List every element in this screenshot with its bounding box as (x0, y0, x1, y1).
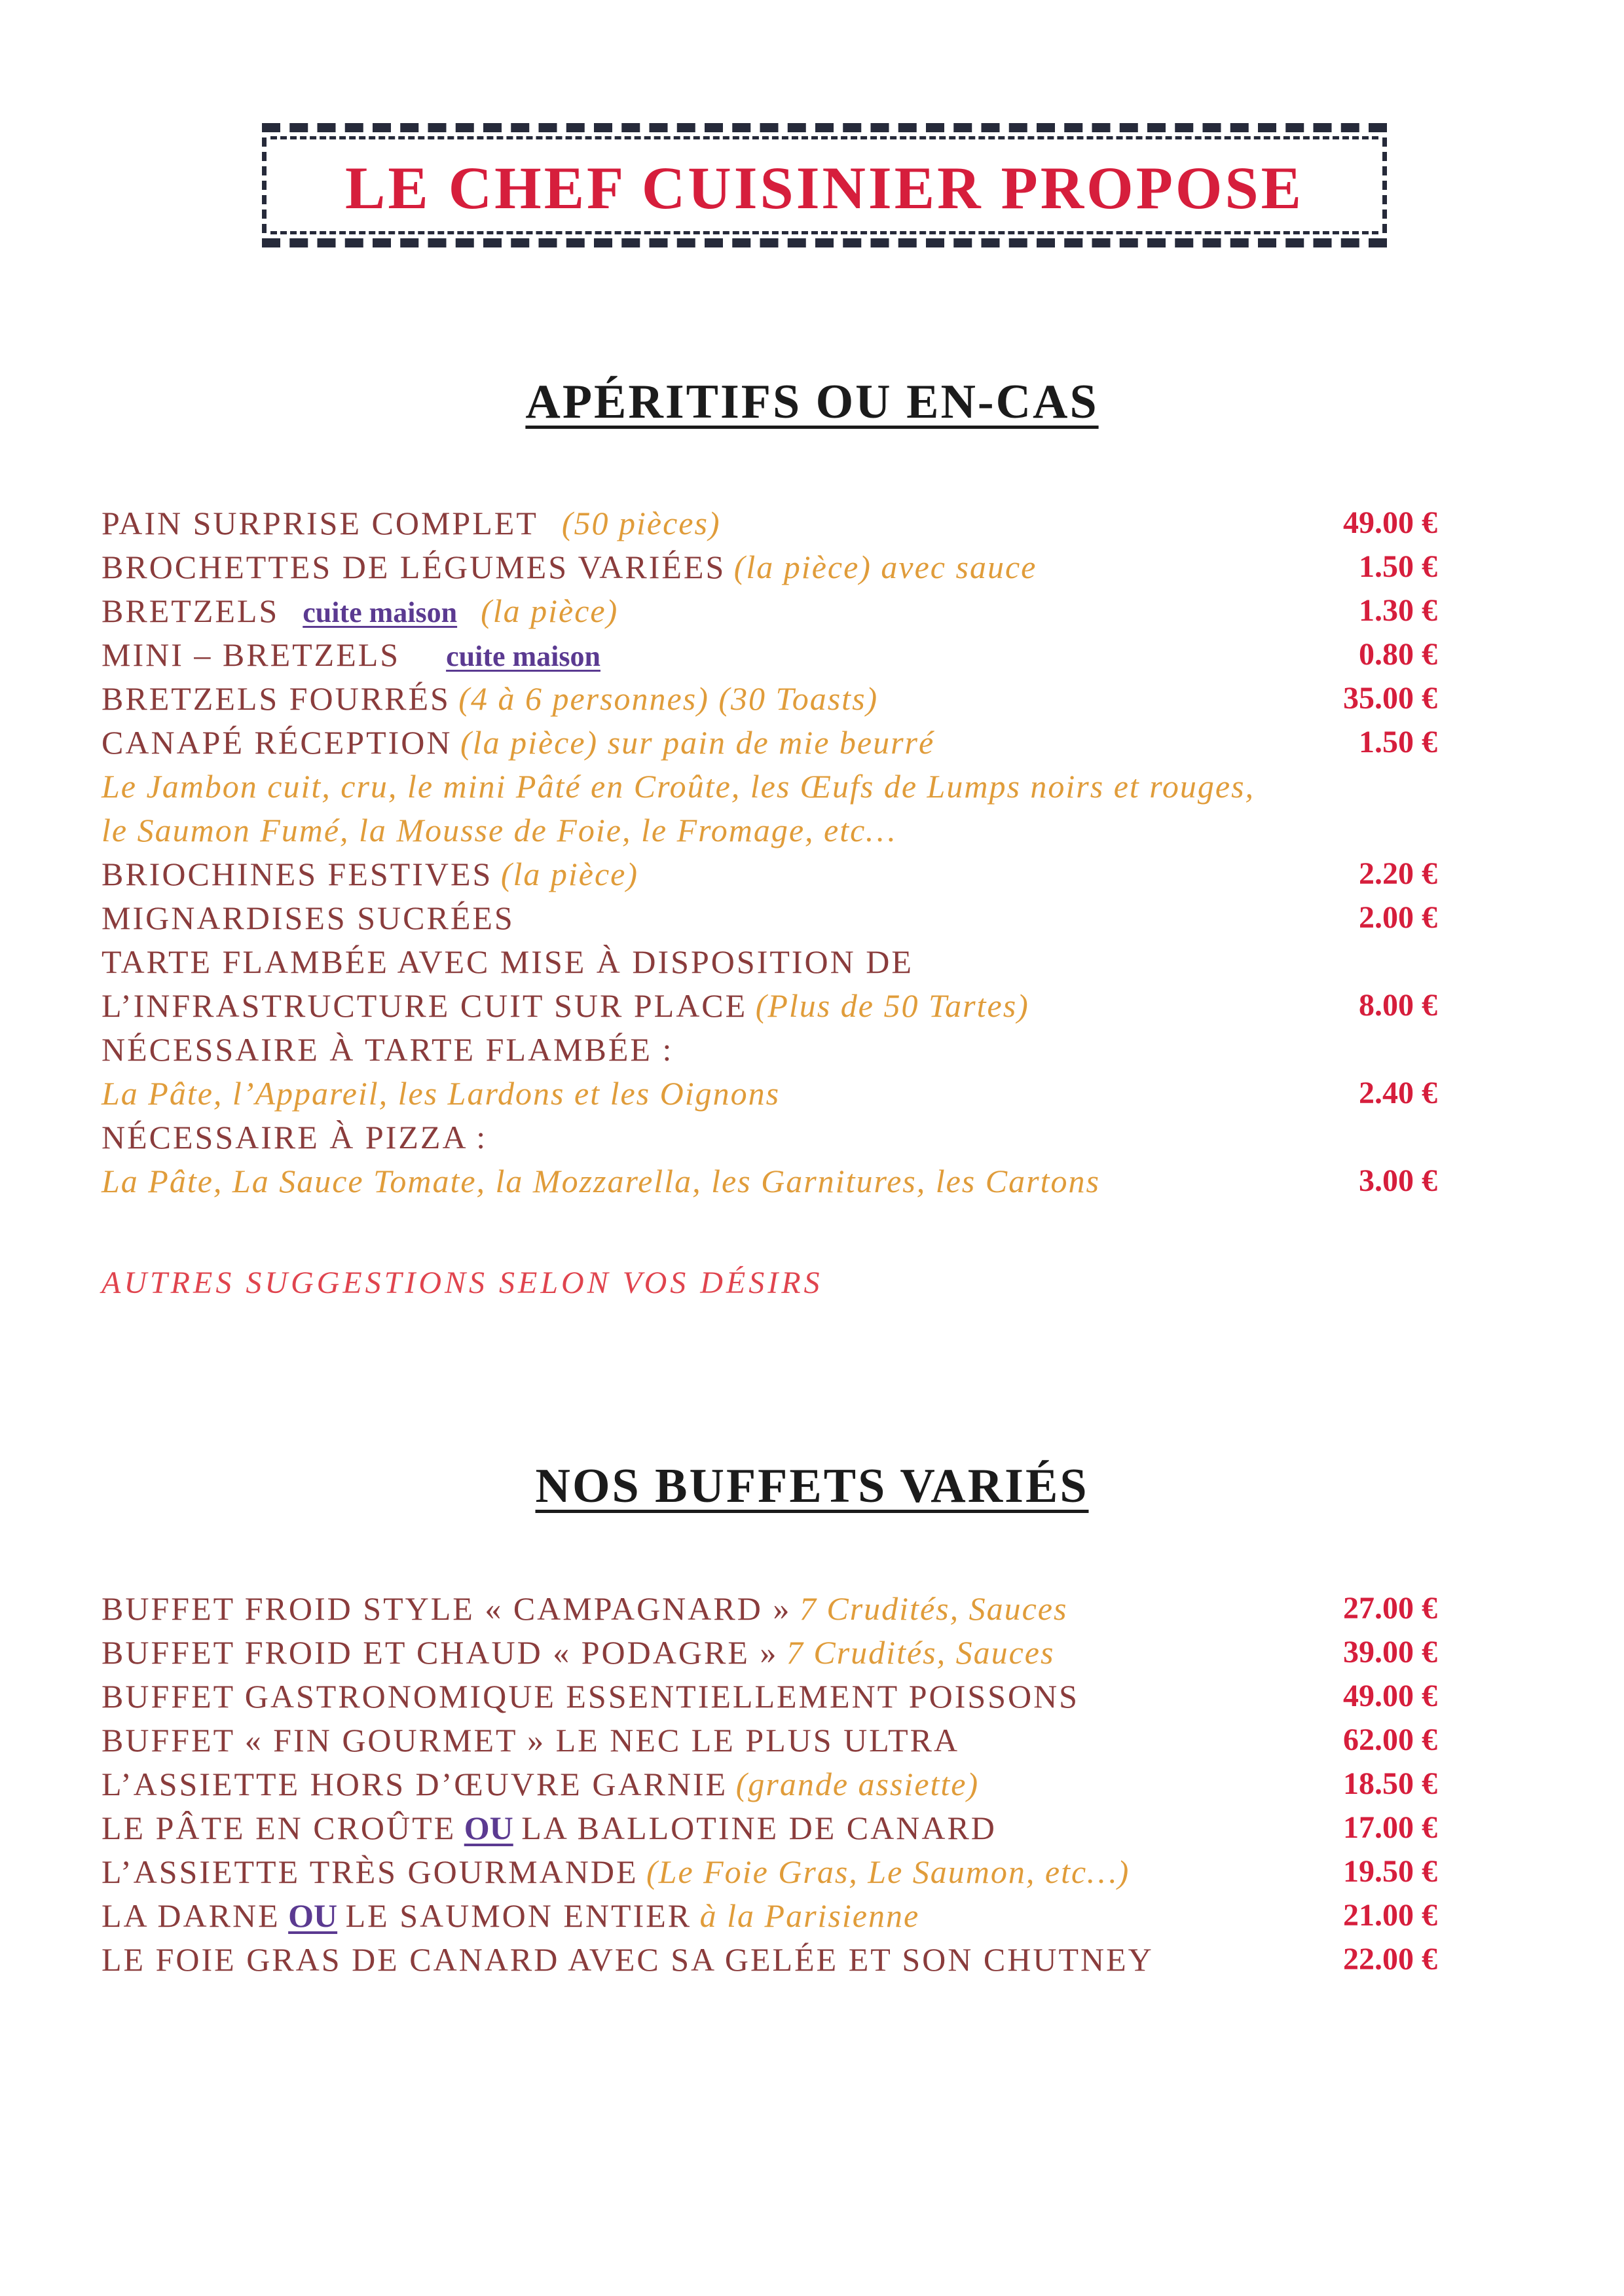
section-heading-aperitifs: APÉRITIFS OU EN-CAS (525, 375, 1099, 429)
page-title: LE CHEF CUISINIER PROPOSE (344, 155, 1304, 221)
menu-item: PAIN SURPRISE COMPLET (50 pièces) 49.00 € (101, 501, 1437, 545)
price: 21.00 € (1343, 1898, 1437, 1933)
menu-item: LE PÂTE EN CROÛTE OU LA BALLOTINE DE CANARD 17.00 € (101, 1806, 1437, 1850)
menu-item: BROCHETTES DE LÉGUMES VARIÉES (la pièce) avec sauce 1.50 € (101, 545, 1437, 589)
price: 22.00 € (1343, 1942, 1437, 1977)
price: 62.00 € (1343, 1722, 1437, 1757)
price: 35.00 € (1343, 681, 1437, 716)
price: 18.50 € (1343, 1766, 1437, 1801)
or-word: OU (464, 1810, 513, 1846)
menu-item: NÉCESSAIRE À PIZZA : (101, 1119, 488, 1156)
price: 3.00 € (1359, 1163, 1437, 1198)
price: 2.40 € (1359, 1076, 1437, 1110)
menu-item-description: La Pâte, l’Appareil, les Lardons et les Oignons 2.40 € (101, 1072, 1437, 1115)
menu-item-description: le Saumon Fumé, la Mousse de Foie, le Fromage, etc… (101, 812, 896, 848)
menu-item: L’INFRASTRUCTURE CUIT SUR PLACE (Plus de 50 Tartes) 8.00 € (101, 984, 1437, 1027)
price: 2.20 € (1359, 856, 1437, 891)
menu-item: LE FOIE GRAS DE CANARD AVEC SA GELÉE ET SON CHUTNEY 22.00 € (101, 1938, 1437, 1981)
menu-item: MIGNARDISES SUCRÉES 2.00 € (101, 896, 1437, 939)
price: 0.80 € (1359, 637, 1437, 672)
menu-item: BRETZELS cuite maison (la pièce) 1.30 € (101, 589, 1437, 632)
or-word: OU (288, 1897, 338, 1934)
price: 1.50 € (1359, 725, 1437, 759)
title-frame (262, 123, 1387, 247)
price: 1.30 € (1359, 593, 1437, 628)
menu-item: CANAPÉ RÉCEPTION (la pièce) sur pain de mie beurré 1.50 € (101, 721, 1437, 764)
menu-item-description: La Pâte, La Sauce Tomate, la Mozzarella, les Garnitures, les Cartons 3.00 € (101, 1159, 1437, 1203)
menu-item: LA DARNE OU LE SAUMON ENTIER à la Parisienne 21.00 € (101, 1894, 1437, 1937)
price: 27.00 € (1343, 1591, 1437, 1626)
price: 49.00 € (1343, 505, 1437, 540)
menu-item: L’ASSIETTE TRÈS GOURMANDE (Le Foie Gras, Le Saumon, etc…) 19.50 € (101, 1850, 1437, 1893)
menu-item: MINI – BRETZELS cuite maison 0.80 € (101, 633, 1437, 676)
menu-item: L’ASSIETTE HORS D’ŒUVRE GARNIE (grande assiette) 18.50 € (101, 1762, 1437, 1806)
menu-item: BRIOCHINES FESTIVES (la pièce) 2.20 € (101, 852, 1437, 896)
price: 19.50 € (1343, 1854, 1437, 1889)
section-heading-buffets: NOS BUFFETS VARIÉS (535, 1459, 1089, 1513)
price: 49.00 € (1343, 1679, 1437, 1713)
menu-item: BUFFET FROID STYLE « CAMPAGNARD » 7 Crudités, Sauces 27.00 € (101, 1587, 1437, 1630)
menu-item: BUFFET GASTRONOMIQUE ESSENTIELLEMENT POISSONS 49.00 € (101, 1675, 1437, 1718)
price: 1.50 € (1359, 549, 1437, 584)
suggestions-note: AUTRES SUGGESTIONS SELON VOS DÉSIRS (101, 1266, 823, 1300)
cuite-maison-link: cuite maison (303, 596, 458, 629)
price: 2.00 € (1359, 900, 1437, 935)
menu-item-description: Le Jambon cuit, cru, le mini Pâté en Croûte, les Œufs de Lumps noirs et rouges, (101, 768, 1255, 805)
menu-item: TARTE FLAMBÉE AVEC MISE À DISPOSITION DE (101, 943, 913, 980)
price: 8.00 € (1359, 988, 1437, 1023)
menu-item: BRETZELS FOURRÉS (4 à 6 personnes) (30 Toasts) 35.00 € (101, 677, 1437, 720)
menu-item: NÉCESSAIRE À TARTE FLAMBÉE : (101, 1031, 674, 1068)
menu-item: BUFFET FROID ET CHAUD « PODAGRE » 7 Crudités, Sauces 39.00 € (101, 1631, 1437, 1674)
menu-item: BUFFET « FIN GOURMET » LE NEC LE PLUS ULTRA 62.00 € (101, 1719, 1437, 1762)
price: 17.00 € (1343, 1810, 1437, 1845)
cuite-maison-link: cuite maison (446, 640, 600, 672)
price: 39.00 € (1343, 1635, 1437, 1669)
